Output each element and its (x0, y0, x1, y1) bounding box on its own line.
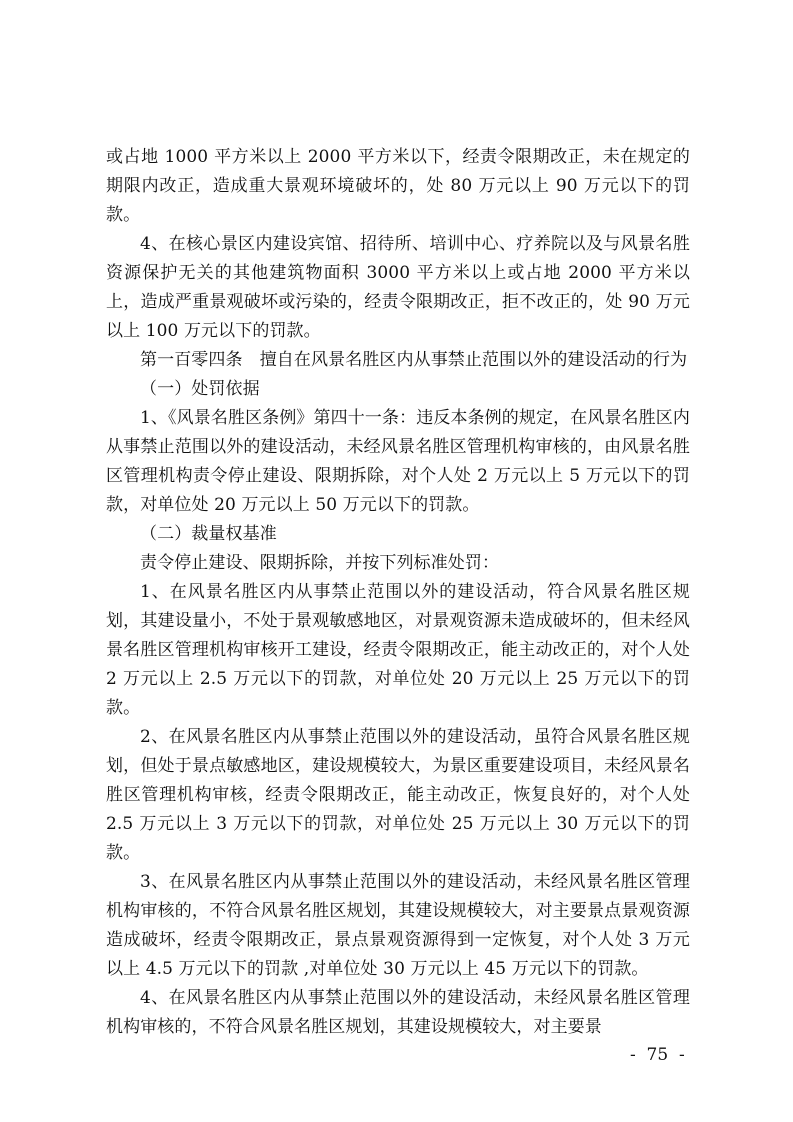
paragraph-standard-item-4: 4、在风景名胜区内从事禁止范围以外的建设活动，未经风景名胜区管理机构审核的，不符合风景名胜区规划，其建设规模较大，对主要景 (106, 988, 690, 1037)
document-body (106, 143, 690, 1042)
paragraph-continued-penalty: 或占地 1000 平方米以上 2000 平方米以下，经责令限期改正，未在规定的期限内改正，造成重大景观环境破坏的，处 80 万元以上 90 万元以下的罚款。 (106, 147, 690, 225)
article-104-title: 第一百零四条 擅自在风景名胜区内从事禁止范围以外的建设活动的行为 (140, 350, 688, 370)
paragraph-standard-item-3: 3、在风景名胜区内从事禁止范围以外的建设活动，未经风景名胜区管理机构审核的，不符合风景名胜区规划，其建设规模较大，对主要景点景观资源造成破坏，经责令限期改正，景点景观资源得到一定恢复，对个人处 3 万元以上 4.5 万元以下的罚款 ,对单位处 30 万元以上 45 万元以下的罚款。 (106, 872, 690, 979)
paragraph-core-area-item-4: 4、在核心景区内建设宾馆、招待所、培训中心、疗养院以及与风景名胜资源保护无关的其他建筑物面积 3000 平方米以上或占地 2000 平方米以上，造成严重景观破坏或污染的，经责令限期改正，拒不改正的，处 90 万元以上 100 万元以下的罚款。 (106, 234, 690, 341)
paragraph-standard-item-2: 2、在风景名胜区内从事禁止范围以外的建设活动，虽符合风景名胜区规划，但处于景点敏感地区，建设规模较大，为景区重要建设项目，未经风景名胜区管理机构审核，经责令限期改正，能主动改正，恢复良好的，对个人处 2.5 万元以上 3 万元以下的罚款，对单位处 25 万元以上 30 万元以下的罚款。 (106, 727, 690, 863)
section-discretion-standard: （二）裁量权基准 (140, 524, 277, 544)
paragraph-standard-item-1: 1、在风景名胜区内从事禁止范围以外的建设活动，符合风景名胜区规划，其建设量小，不处于景观敏感地区，对景观资源未造成破坏的，但未经风景名胜区管理机构审核开工建设，经责令限期改正，能主动改正的，对个人处 2 万元以上 2.5 万元以下的罚款，对单位处 20 万元以上 25 万元以下的罚款。 (106, 582, 690, 718)
section-penalty-basis: （一）处罚依据 (140, 379, 260, 399)
paragraph-standard-intro: 责令停止建设、限期拆除，并按下列标准处罚： (140, 553, 500, 573)
paragraph-regulation-article-41: 1、《风景名胜区条例》第四十一条：违反本条例的规定，在风景名胜区内从事禁止范围以外的建设活动，未经风景名胜区管理机构审核的，由风景名胜区管理机构责令停止建设、限期拆除，对个人处 2 万元以上 5 万元以下的罚款，对单位处 20 万元以上 50 万元以下的罚款。 (106, 408, 690, 515)
page-number: - 75 - (630, 1045, 685, 1065)
